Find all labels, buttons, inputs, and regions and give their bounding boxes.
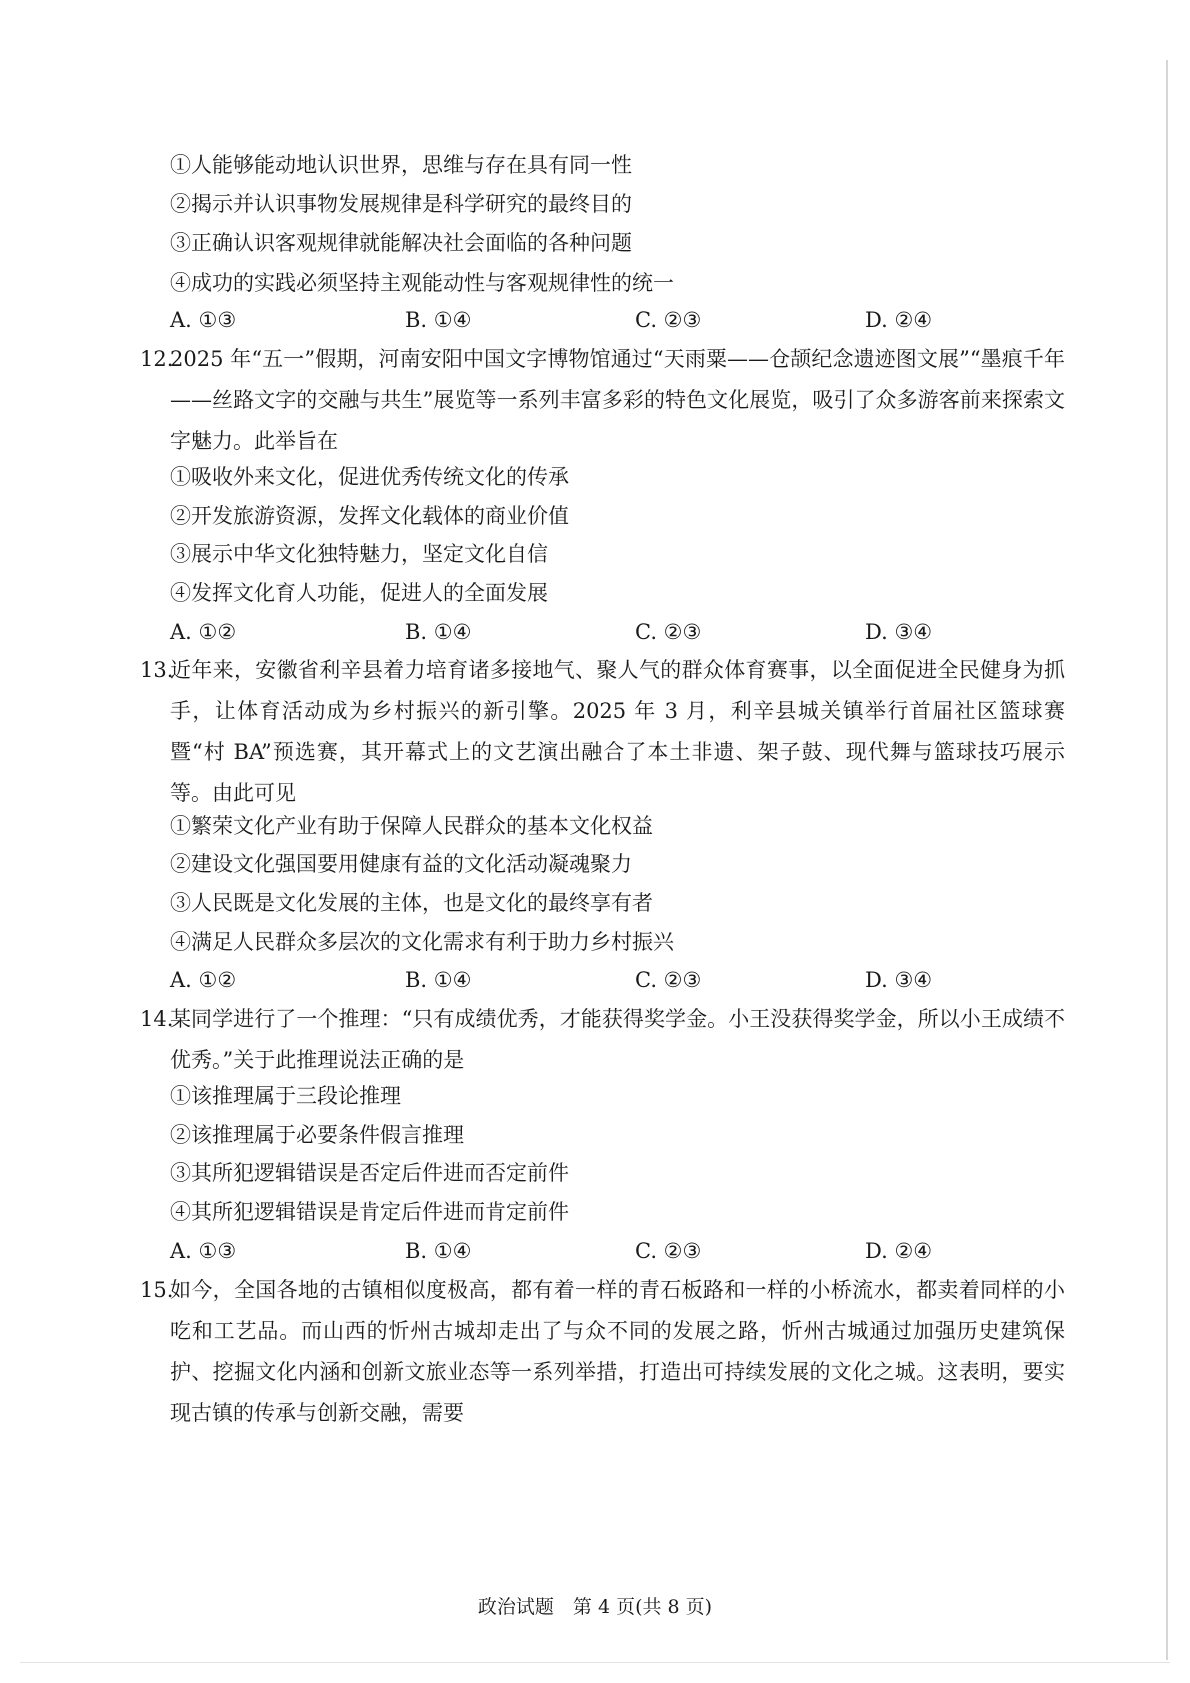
scan-edge bbox=[1166, 60, 1168, 1660]
scan-edge-bottom bbox=[20, 1662, 1170, 1663]
q13-choices bbox=[170, 967, 1070, 993]
choice-d: D. ②④ bbox=[865, 308, 933, 332]
choice-c: C. ②③ bbox=[635, 968, 702, 992]
q15-stem bbox=[140, 1270, 1065, 1434]
choice-c: C. ②③ bbox=[635, 620, 702, 644]
choice-c: C. ②③ bbox=[635, 1239, 702, 1263]
choice-b: B. ①④ bbox=[405, 308, 472, 332]
q14-choices bbox=[170, 1238, 1070, 1264]
choice-a: A. ①③ bbox=[170, 308, 237, 332]
q14-option-1: ①该推理属于三段论推理 bbox=[170, 1084, 401, 1108]
q11-option-1: ①人能够能动地认识世界，思维与存在具有同一性 bbox=[170, 153, 632, 177]
q13-option-4: ④满足人民群众多层次的文化需求有利于助力乡村振兴 bbox=[170, 930, 674, 954]
page-footer: 政治试题 第 4 页(共 8 页) bbox=[477, 1596, 713, 1618]
question-number: 13. bbox=[140, 658, 174, 682]
q13-option-3: ③人民既是文化发展的主体，也是文化的最终享有者 bbox=[170, 891, 653, 915]
question-text: 某同学进行了一个推理：“只有成绩优秀，才能获得奖学金。小王没获得奖学金，所以小王成绩不优秀。”关于此推理说法正确的是 bbox=[170, 1007, 1065, 1072]
q11-option-4: ④成功的实践必须坚持主观能动性与客观规律性的统一 bbox=[170, 271, 674, 295]
choice-d: D. ②④ bbox=[865, 1239, 933, 1263]
q13-stem bbox=[140, 650, 1065, 814]
q11-choices bbox=[170, 307, 1070, 333]
question-text: 2025 年“五一”假期，河南安阳中国文字博物馆通过“天雨粟——仓颉纪念遗迹图文展”“墨痕千年——丝路文字的交融与共生”展览等一系列丰富多彩的特色文化展览，吸引了众多游客前来探索文字魅力。此举旨在 bbox=[170, 347, 1065, 453]
q11-option-3: ③正确认识客观规律就能解决社会面临的各种问题 bbox=[170, 231, 632, 255]
q13-option-1: ①繁荣文化产业有助于保障人民群众的基本文化权益 bbox=[170, 814, 653, 838]
choice-b: B. ①④ bbox=[405, 620, 472, 644]
q12-choices bbox=[170, 619, 1070, 645]
choice-a: A. ①② bbox=[170, 968, 237, 992]
choice-d: D. ③④ bbox=[865, 968, 933, 992]
q11-option-2: ②揭示并认识事物发展规律是科学研究的最终目的 bbox=[170, 192, 632, 216]
q12-stem bbox=[140, 339, 1065, 462]
choice-b: B. ①④ bbox=[405, 1239, 472, 1263]
question-text: 如今，全国各地的古镇相似度极高，都有着一样的青石板路和一样的小桥流水，都卖着同样的小吃和工艺品。而山西的忻州古城却走出了与众不同的发展之路，忻州古城通过加强历史建筑保护、挖掘文化内涵和创新文旅业态等一系列举措，打造出可持续发展的文化之城。这表明，要实现古镇的传承与创新交融，需要 bbox=[170, 1278, 1065, 1425]
q12-option-1: ①吸收外来文化，促进优秀传统文化的传承 bbox=[170, 465, 569, 489]
choice-d: D. ③④ bbox=[865, 620, 933, 644]
choice-a: A. ①② bbox=[170, 620, 237, 644]
question-number: 12. bbox=[140, 347, 174, 371]
q14-option-4: ④其所犯逻辑错误是肯定后件进而肯定前件 bbox=[170, 1200, 569, 1224]
choice-b: B. ①④ bbox=[405, 968, 472, 992]
q12-option-3: ③展示中华文化独特魅力，坚定文化自信 bbox=[170, 542, 548, 566]
q12-option-4: ④发挥文化育人功能，促进人的全面发展 bbox=[170, 581, 548, 605]
q12-option-2: ②开发旅游资源，发挥文化载体的商业价值 bbox=[170, 504, 569, 528]
question-number: 14. bbox=[140, 1007, 174, 1031]
q14-option-3: ③其所犯逻辑错误是否定后件进而否定前件 bbox=[170, 1161, 569, 1185]
q13-option-2: ②建设文化强国要用健康有益的文化活动凝魂聚力 bbox=[170, 852, 632, 876]
choice-a: A. ①③ bbox=[170, 1239, 237, 1263]
choice-c: C. ②③ bbox=[635, 308, 702, 332]
q14-option-2: ②该推理属于必要条件假言推理 bbox=[170, 1123, 464, 1147]
question-number: 15. bbox=[140, 1278, 174, 1302]
question-text: 近年来，安徽省利辛县着力培育诸多接地气、聚人气的群众体育赛事，以全面促进全民健身为抓手，让体育活动成为乡村振兴的新引擎。2025 年 3 月，利辛县城关镇举行首届社区篮球赛暨“村 BA”预选赛，其开幕式上的文艺演出融合了本土非遗、架子鼓、现代舞与篮球技巧展示等。由此可见 bbox=[170, 658, 1065, 805]
q14-stem bbox=[140, 999, 1065, 1081]
